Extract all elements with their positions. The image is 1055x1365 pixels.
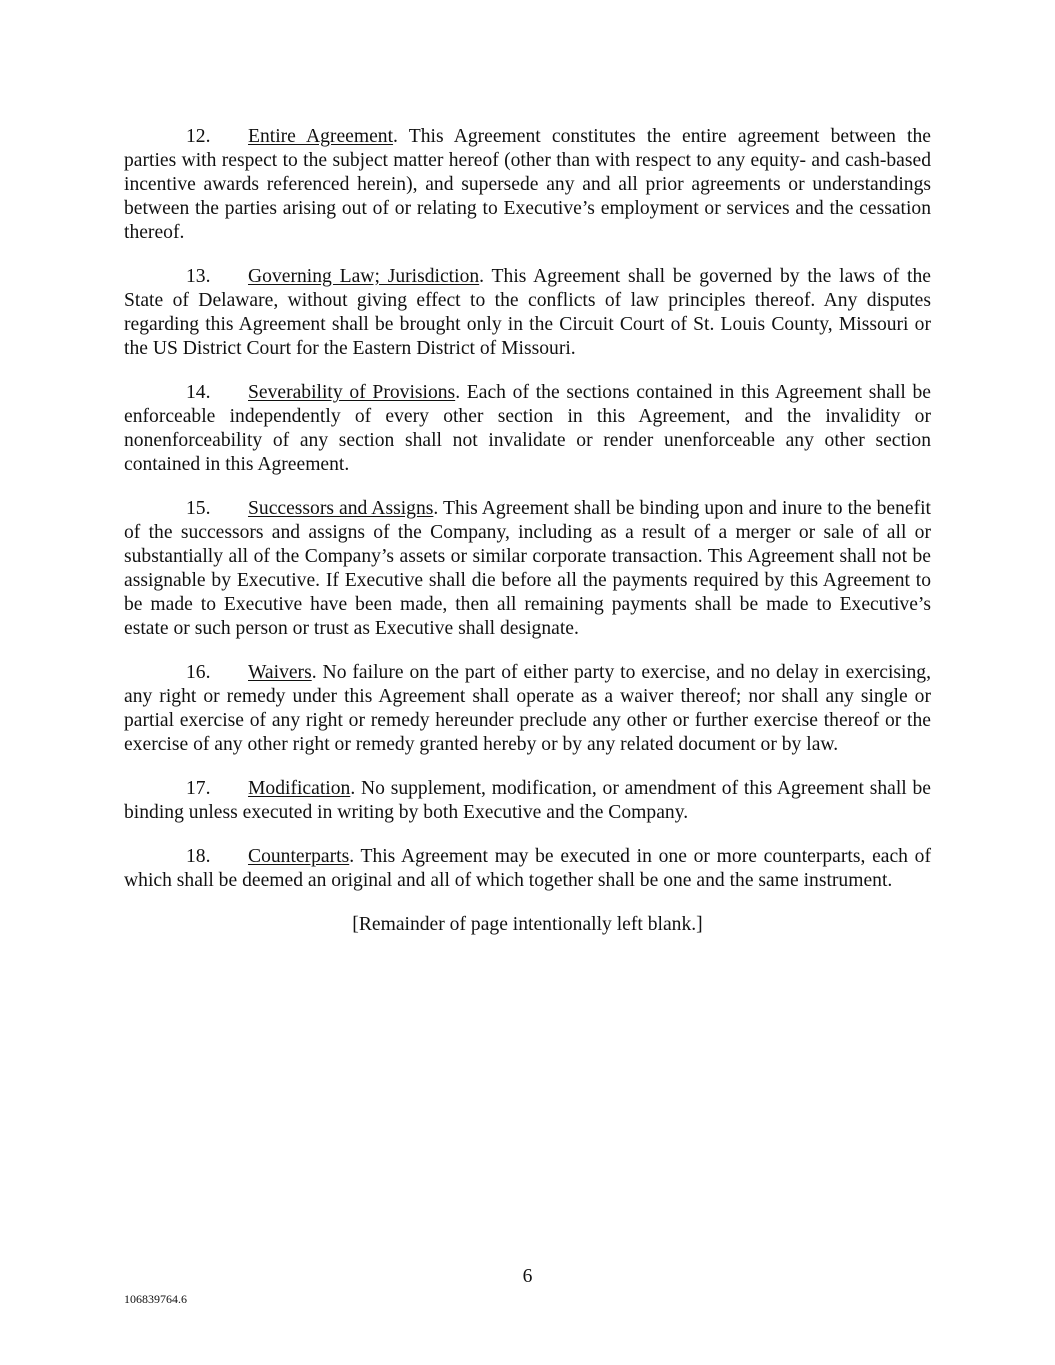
section-16	[124, 661, 931, 757]
remainder-note: [Remainder of page intentionally left blank.]	[352, 914, 703, 935]
section-heading: Modification	[248, 778, 351, 799]
section-number: 16.	[186, 662, 211, 683]
section-15	[124, 497, 931, 641]
section-number: 17.	[186, 778, 211, 799]
section-number: 18.	[186, 846, 211, 867]
section-text: . Each of the sections contained in this Agreement shall be enforceable independently of every other section in this Agreement, and the invalidity or nonenforceability of any section shall not invalidate or render unenforceable any other section contained in this Agreement.	[124, 382, 931, 475]
section-text: . This Agreement shall be binding upon and inure to the benefit of the successors and assigns of the Company, including as a result of a merger or sale of all or substantially all of the Company’s assets or similar corporate transaction. This Agreement shall not be assignable by Executive. If Executive shall die before all the payments required by this Agreement to be made to Executive have been made, then all remaining payments shall be made to Executive’s estate or such person or trust as Executive shall designate.	[124, 498, 931, 639]
section-text: . This Agreement shall be governed by the laws of the State of Delaware, without giving effect to the conflicts of law principles thereof. Any disputes regarding this Agreement shall be brought only in the Circuit Court of St. Louis County, Missouri or the US District Court for the Eastern District of Missouri.	[124, 266, 931, 359]
section-number: 12.	[186, 126, 211, 147]
section-number: 15.	[186, 498, 211, 519]
section-text: . No failure on the part of either party to exercise, and no delay in exercising, any right or remedy under this Agreement shall operate as a waiver thereof; nor shall any single or partial exercise of any right or remedy hereunder preclude any other or further exercise thereof or the exercise of any other right or remedy granted hereby or by any related document or by law.	[124, 662, 931, 755]
section-heading: Counterparts	[248, 846, 350, 867]
document-body	[124, 125, 931, 937]
section-12	[124, 125, 931, 245]
section-heading: Waivers	[248, 662, 312, 683]
document-id: 106839764.6	[124, 1292, 187, 1306]
section-text: . This Agreement may be executed in one or more counterparts, each of which shall be deemed an original and all of which together shall be one and the same instrument.	[124, 846, 931, 891]
section-heading: Entire Agreement	[248, 126, 394, 147]
section-number: 14.	[186, 382, 211, 403]
section-text: . This Agreement constitutes the entire agreement between the parties with respect to the subject matter hereof (other than with respect to any equity- and cash-based incentive awards referenced herein), and supersede any and all prior agreements or understandings between the parties arising out of or relating to Executive’s employment or services and the cessation thereof.	[124, 126, 931, 243]
section-text: . No supplement, modification, or amendment of this Agreement shall be binding unless executed in writing by both Executive and the Company.	[124, 778, 931, 823]
section-13	[124, 265, 931, 361]
section-heading: Successors and Assigns	[248, 498, 434, 519]
section-heading: Governing Law; Jurisdiction	[248, 266, 480, 287]
section-number: 13.	[186, 266, 211, 287]
page-number: 6	[522, 1266, 533, 1287]
section-14	[124, 381, 931, 477]
section-17	[124, 777, 931, 825]
section-18	[124, 845, 931, 893]
section-heading: Severability of Provisions	[248, 382, 456, 403]
